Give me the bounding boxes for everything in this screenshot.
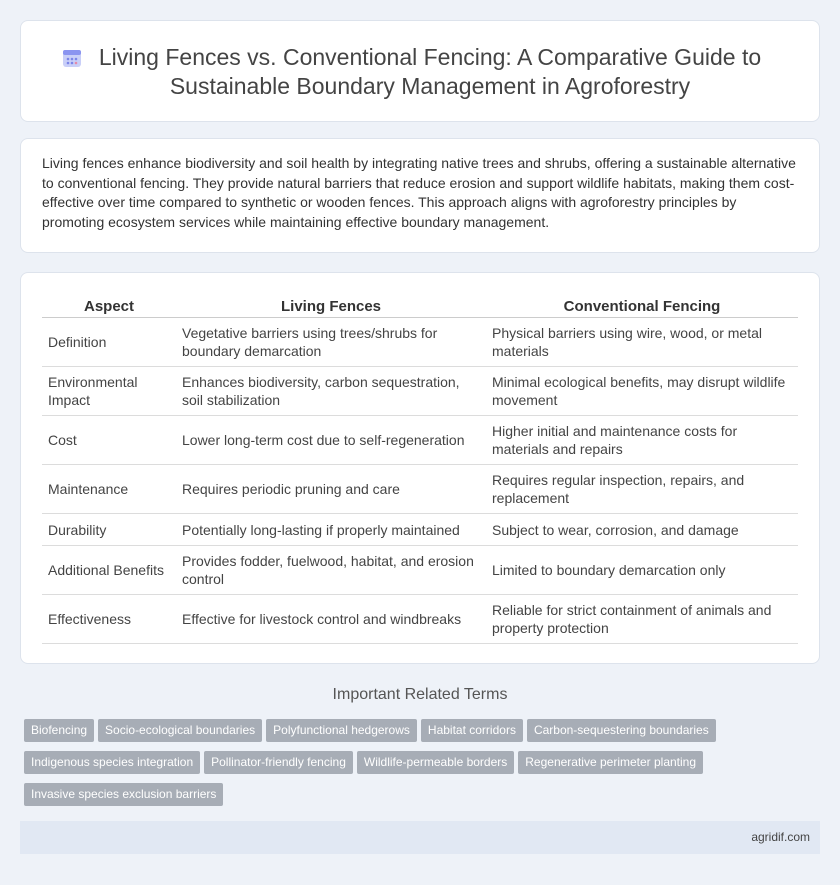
cell-conventional: Higher initial and maintenance costs for materials and repairs xyxy=(486,416,798,465)
related-term-tag[interactable]: Invasive species exclusion barriers xyxy=(24,783,223,806)
table-row xyxy=(42,546,798,595)
cell-conventional: Subject to wear, corrosion, and damage xyxy=(486,514,798,546)
table-row xyxy=(42,465,798,514)
cell-aspect: Maintenance xyxy=(42,465,176,514)
header-conventional-fencing: Conventional Fencing xyxy=(486,295,798,318)
related-term-tag[interactable]: Carbon-sequestering boundaries xyxy=(527,719,716,742)
cell-aspect: Environmental Impact xyxy=(42,367,176,416)
footer-site[interactable]: agridif.com xyxy=(751,830,810,844)
cell-aspect: Effectiveness xyxy=(42,595,176,644)
cell-aspect: Cost xyxy=(42,416,176,465)
cell-conventional: Limited to boundary demarcation only xyxy=(486,546,798,595)
table-row xyxy=(42,416,798,465)
related-terms-title: Important Related Terms xyxy=(332,686,508,703)
cell-living: Lower long-term cost due to self-regeneration xyxy=(176,416,486,465)
title-card xyxy=(20,20,820,122)
cell-conventional: Minimal ecological benefits, may disrupt wildlife movement xyxy=(486,367,798,416)
cell-aspect: Additional Benefits xyxy=(42,546,176,595)
table-row xyxy=(42,595,798,644)
table-row xyxy=(42,367,798,416)
table-header-row xyxy=(42,295,798,318)
cell-aspect: Durability xyxy=(42,514,176,546)
page-title: Living Fences vs. Conventional Fencing: A Comparative Guide to Sustainable Boundary Management in Agroforestry xyxy=(98,44,762,99)
cell-living: Vegetative barriers using trees/shrubs for boundary demarcation xyxy=(176,318,486,367)
related-term-tag[interactable]: Polyfunctional hedgerows xyxy=(266,719,417,742)
cell-living: Effective for livestock control and windbreaks xyxy=(176,595,486,644)
comparison-table xyxy=(42,295,798,644)
related-term-tag[interactable]: Socio-ecological boundaries xyxy=(98,719,262,742)
cell-conventional: Physical barriers using wire, wood, or metal materials xyxy=(486,318,798,367)
header-aspect: Aspect xyxy=(42,295,176,318)
intro-card xyxy=(20,138,820,253)
cell-living: Potentially long-lasting if properly maintained xyxy=(176,514,486,546)
related-term-tag[interactable]: Regenerative perimeter planting xyxy=(518,751,703,774)
cell-conventional: Reliable for strict containment of animals and property protection xyxy=(486,595,798,644)
intro-paragraph: Living fences enhance biodiversity and soil health by integrating native trees and shrubs, offering a sustainable alternative to conventional fencing. They provide natural barriers that reduce erosion and support wildlife habitats, making them cost-effective over time compared to synthetic or wooden fences. This approach aligns with agroforestry principles by promoting ecosystem services while maintaining effective boundary management. xyxy=(42,155,796,230)
cell-aspect: Definition xyxy=(42,318,176,367)
related-term-tag[interactable]: Habitat corridors xyxy=(421,719,523,742)
related-term-tag[interactable]: Biofencing xyxy=(24,719,94,742)
related-term-tag[interactable]: Indigenous species integration xyxy=(24,751,200,774)
comparison-card xyxy=(20,272,820,664)
footer xyxy=(20,821,820,854)
related-terms-list xyxy=(24,719,824,815)
related-term-tag[interactable]: Wildlife-permeable borders xyxy=(357,751,514,774)
header-living-fences: Living Fences xyxy=(176,295,486,318)
cell-conventional: Requires regular inspection, repairs, and replacement xyxy=(486,465,798,514)
table-row xyxy=(42,318,798,367)
cell-living: Requires periodic pruning and care xyxy=(176,465,486,514)
table-row xyxy=(42,514,798,546)
related-term-tag[interactable]: Pollinator-friendly fencing xyxy=(204,751,353,774)
cell-living: Enhances biodiversity, carbon sequestration, soil stabilization xyxy=(176,367,486,416)
cell-living: Provides fodder, fuelwood, habitat, and erosion control xyxy=(176,546,486,595)
